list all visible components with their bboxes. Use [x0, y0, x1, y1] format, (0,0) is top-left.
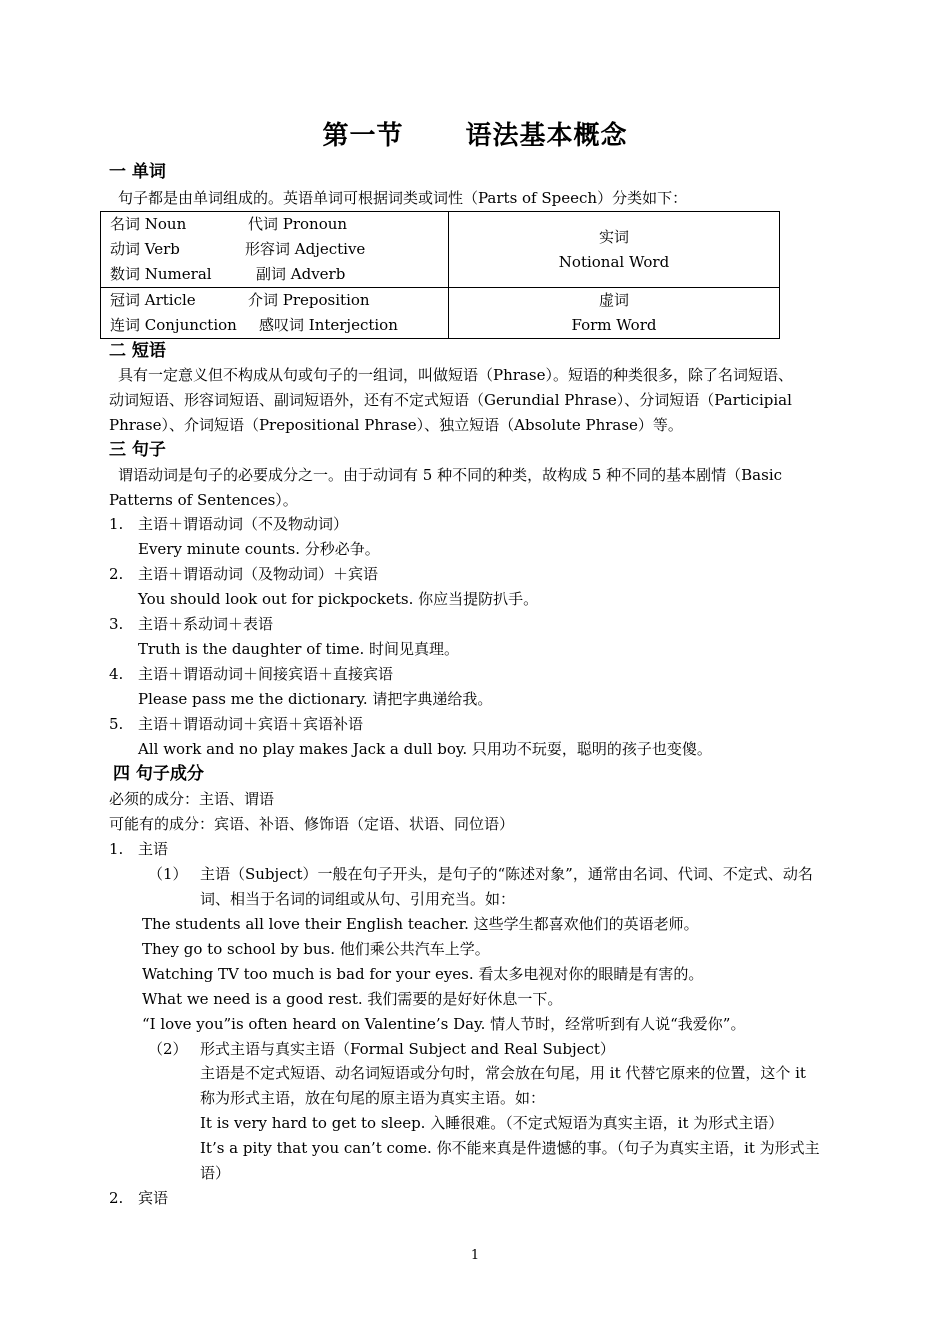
paragraph-line: 称为形式主语，放在句尾的原主语为真实主语。如： — [200, 1089, 546, 1107]
form-label-en: Form Word — [571, 316, 657, 334]
table-cell: 代词 Pronoun — [248, 215, 348, 233]
paragraph: 句子都是由单词组成的。英语单词可根据词类或词性（Parts of Speech）分类如下： — [118, 189, 688, 207]
word-class-table — [100, 211, 780, 339]
table-cell: 数词 Numeral — [110, 265, 212, 283]
notional-label-cell — [449, 212, 780, 288]
pattern-text: 主语＋谓语动词＋间接宾语＋直接宾语 — [138, 665, 394, 683]
page-title — [0, 118, 950, 154]
section-heading-sentence-elements: 四 句子成分 — [113, 764, 204, 784]
list-number: 2. — [109, 565, 124, 583]
table-row — [101, 288, 780, 339]
paragraph-line: Phrase）、介词短语（Prepositional Phrase）、独立短语（Absolute Phrase）等。 — [109, 416, 683, 434]
example-sentence: All work and no play makes Jack a dull boy. 只用功不玩耍，聪明的孩子也变傻。 — [138, 740, 712, 758]
example-sentence: Every minute counts. 分秒必争。 — [138, 540, 380, 558]
example-sentence: “I love you”is often heard on Valentine’s Day. 情人节时，经常听到有人说“我爱你”。 — [142, 1015, 746, 1033]
example-sentence: Truth is the daughter of time. 时间见真理。 — [138, 640, 460, 658]
title-part-1: 第一节 — [322, 121, 404, 151]
list-item-label: 宾语 — [138, 1189, 169, 1207]
section-heading-sentences: 三 句子 — [109, 440, 166, 460]
sub-list-number: （2） — [148, 1040, 188, 1058]
table-cell: 形容词 Adjective — [245, 240, 366, 258]
example-sentence: The students all love their English teacher. 这些学生都喜欢他们的英语老师。 — [142, 915, 699, 933]
pattern-text: 主语＋谓语动词＋宾语＋宾语补语 — [138, 715, 364, 733]
title-part-2: 语法基本概念 — [465, 121, 628, 151]
paragraph-line: 谓语动词是句子的必要成分之一。由于动词有 5 种不同的种类，故构成 5 种不同的基本剧情（Basic — [118, 466, 783, 484]
form-words-cell — [101, 288, 449, 339]
section-heading-phrases: 二 短语 — [109, 341, 166, 361]
paragraph-line: 主语（Subject）一般在句子开头，是句子的“陈述对象”，通常由名词、代词、不定式、动名 — [200, 865, 813, 883]
paragraph-line: Patterns of Sentences）。 — [109, 491, 298, 509]
notional-label-cn: 实词 — [598, 227, 629, 246]
example-sentence: What we need is a good rest. 我们需要的是好好休息一下。 — [142, 990, 563, 1008]
sub-list-number: （1） — [148, 865, 188, 883]
table-cell: 名词 Noun — [110, 215, 187, 233]
paragraph-line: 动词短语、形容词短语、副词短语外，还有不定式短语（Gerundial Phrase）、分词短语（Participial — [109, 391, 792, 409]
form-label-cell — [449, 288, 780, 339]
notional-words-cell — [101, 212, 449, 288]
table-row — [101, 212, 780, 288]
example-sentence: They go to school by bus. 他们乘公共汽车上学。 — [142, 940, 490, 958]
example-sentence: Please pass me the dictionary. 请把字典递给我。 — [138, 690, 493, 708]
table-cell: 连词 Conjunction — [110, 316, 237, 334]
table-cell: 介词 Preposition — [248, 291, 370, 309]
table-cell: 副词 Adverb — [256, 265, 346, 283]
pattern-text: 主语＋谓语动词（及物动词）＋宾语 — [138, 565, 379, 583]
example-sentence: You should look out for pickpockets. 你应当提防扒手。 — [138, 590, 539, 608]
list-number: 3. — [109, 615, 124, 633]
paragraph-line: 必须的成分：主语、谓语 — [109, 790, 275, 808]
list-number: 1. — [109, 515, 124, 533]
paragraph-line: 主语是不定式短语、动名词短语或分句时，常会放在句尾，用 it 代替它原来的位置，这个 it — [200, 1064, 806, 1082]
example-sentence: It is very hard to get to sleep. 入睡很难。（不定式短语为真实主语，it 为形式主语） — [200, 1114, 784, 1132]
page-number: 1 — [470, 1248, 480, 1263]
section-heading-words: 一 单词 — [109, 162, 166, 182]
notional-label-en: Notional Word — [558, 252, 670, 271]
table-cell: 感叹词 Interjection — [259, 316, 398, 334]
paragraph-line: 词、相当于名词的词组或从句、引用充当。如： — [200, 890, 516, 908]
list-number: 4. — [109, 665, 124, 683]
paragraph-line: 语） — [200, 1164, 231, 1182]
form-label-cn: 虚词 — [598, 291, 629, 309]
list-item-label: 主语 — [138, 840, 169, 858]
list-number: 1. — [109, 840, 124, 858]
sub-heading: 形式主语与真实主语（Formal Subject and Real Subject） — [200, 1040, 615, 1058]
paragraph-line: 具有一定意义但不构成从句或句子的一组词，叫做短语（Phrase）。短语的种类很多，除了名词短语、 — [118, 366, 793, 384]
paragraph-line: 可能有的成分：宾语、补语、修饰语（定语、状语、同位语） — [109, 815, 515, 833]
table-cell: 动词 Verb — [110, 240, 180, 258]
pattern-text: 主语＋谓语动词（不及物动词） — [138, 515, 349, 533]
pattern-text: 主语＋系动词＋表语 — [138, 615, 274, 633]
example-sentence: It’s a pity that you can’t come. 你不能来真是件遗憾的事。（句子为真实主语，it 为形式主 — [200, 1139, 820, 1157]
table-cell: 冠词 Article — [110, 291, 196, 309]
list-number: 2. — [109, 1189, 124, 1207]
example-sentence: Watching TV too much is bad for your eyes. 看太多电视对你的眼睛是有害的。 — [142, 965, 704, 983]
list-number: 5. — [109, 715, 124, 733]
